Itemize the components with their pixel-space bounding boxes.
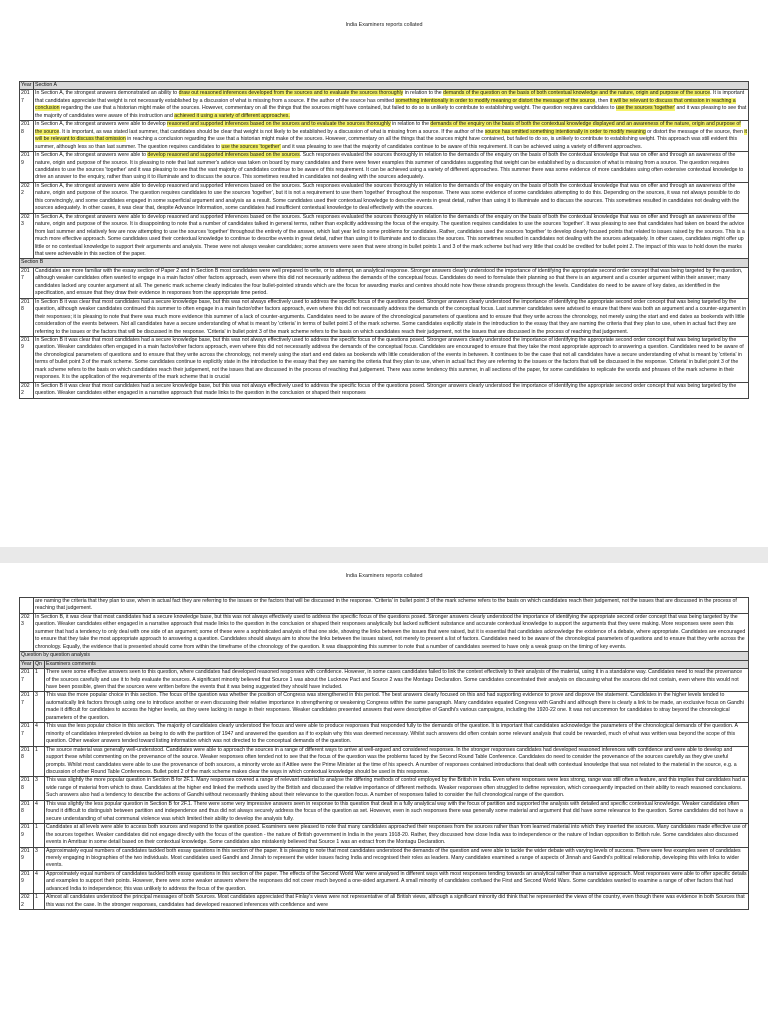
comment-cell <box>45 777 749 800</box>
year-text: 201 8 <box>21 777 30 791</box>
comment-text: In Section A, the strongest answers demonstrated an ability to draw out reasoned inferences developed from the sources and to evaluate the sources thoroughly in relation to the demands of the question on the basis of both contextual knowledge and the nature, origin and purpose of the source. It is important that candidates appreciate that weight is not necessarily established by a discussion of what is missing from a source. If the author of the source has omitted something intentionally in order to modify meaning or distort the message of the source, then it will be relevant to discuss that omission in reaching a conclusion regarding the use that a historian might make of the sources. However, commentary on all the things that the sources might have contained, but failed to do so is unlikely to contribute to establishing weight. The question requires candidates to use the sources 'together' and it was pleasing to see that the majority of candidates were aware of this instruction and achieved it using a variety of different approaches. <box>35 90 747 119</box>
table-row <box>20 182 749 213</box>
comment-cell <box>45 894 749 910</box>
table-row <box>20 824 749 847</box>
year-cell <box>20 182 34 213</box>
table-row <box>20 870 749 893</box>
section-row <box>20 259 749 267</box>
year-cell <box>20 777 34 800</box>
year-cell <box>20 152 34 183</box>
comment-text: In Section B, it was clear that most candidates had a secure knowledge base, but this was not always effectively used to address the specific focus of the questions posed. Stronger answers clearly understood the importance of identifying the appropriate second order concept that was being targeted by the question. Weaker candidates either engaged in a narrative approach that made links to the question in the conclusion or shaped their responses analytically but lacked sufficient substance and accurate contextual knowledge to support the arguments that they were making. More responses were seen this summer that had a tendency to only deal with one side of an argument; some of these were a sophisticated analysis of that one side, showing the links between the issues that were raised, but it is essential that candidates acknowledge the existence of a debate, where appropriate. Candidates are encouraged to ensure that they take the most appropriate approach to answering a question. Candidates should always aim to show the links between the issues raised, not merely to present a list of factors. Candidates need to be aware of the chronological parameters of questions and to ensure that they write across the chronology. Equally, the evidence that is presented should come from within the timeframe of the chronology of the question. It was disappointing this summer to note that a number of candidates seemed to have only a weak grasp on the timing of key events. <box>35 613 746 650</box>
question-cell: 3 <box>34 692 45 723</box>
year-cell <box>20 692 34 723</box>
comments-header: Examiners comments <box>45 660 749 668</box>
table-row <box>20 723 749 746</box>
table-row <box>20 613 749 651</box>
table-row <box>20 692 749 723</box>
comment-text: This was slightly the less popular question in Section B for 2F.1. There were some very impressive answers seen in response to this question that dealt in a fully analytical way with the focus of partition and supported the analysis with detailed and specific contextual knowledge. Weaker candidates often found it difficult to distinguish between partition and independence and thus did not always securely address the focus of the question as set. However, even in such responses there was generally some material and argument that did have some relevance to the question. Some candidates did not have a secure understanding of what communal violence was which limited their ability to develop the analysis fully. <box>46 800 743 822</box>
comment-text: This was the more popular choice in this section. The focus of the question was whether the position of Congress was strengthened in this period. The best answers clearly focused on this and had supporting evidence to prove and disprove the statement. Candidates in the higher levels tended to automatically link factors through using one to introduce another or even discussing their relative importance in strengthening or weakening Congress within the same paragraph. Many candidates equated Congress with Gandhi and although there is clearly a link to be made, an exclusive focus on Gandhi made it difficult for candidates to access the higher levels, as they were lacking in range in their responses. Weaker candidates presented answers that were descriptive of Gandhi's various campaigns, including the 1920-22 one. It was not uncommon for candidates to stray beyond the chronological parameters of the question. <box>46 692 744 721</box>
table-row <box>20 121 749 152</box>
comment-text: In Section B it was clear that most candidates had a secure knowledge base, but this was not always effectively used to address the specific focus of the questions posed. Stronger answers clearly understood the importance of identifying the appropriate second order concept that was being targeted by the question. Weaker candidates often engaged in a main factor/other factors approach, even where this did not necessarily address the demands of the conceptual focus. Candidates are encouraged to ensure that they take the most appropriate approach to answering a question. Candidates need to be aware of the chronological parameters of questions and to ensure that they write across the chronology, not merely using the start and end dates as bookends with little consideration of the events in between. It continues to be the case that not all candidates have a secure understanding of what is meant by 'criteria' in terms of bullet point 3 of the mark scheme. Some candidates continue to explicitly state in the introduction to the essay that they are naming the criteria that they plan to use, when in actual fact they are referring to the issues or the factors that will be discussed in the response. 'Criteria' in bullet point 3 of the mark scheme refers to the basis on which candidates reach their judgement, not the issues that are discussed in the process of reaching that judgement. There was some tendency this summer, in all sections of the paper, for some candidates to replicate the words and phrases of the mark scheme in their responses. It is the application of the requirements of the mark scheme that is crucial <box>35 336 744 381</box>
year-cell <box>20 90 34 121</box>
comment-cell <box>34 598 749 614</box>
comment-cell <box>45 723 749 746</box>
year-cell <box>20 723 34 746</box>
year-text: 202 2 <box>21 182 30 197</box>
question-header: Qn <box>34 660 45 668</box>
year-text: 201 7 <box>21 692 30 706</box>
year-text: 202 2 <box>21 382 30 397</box>
comment-cell <box>34 121 749 152</box>
year-text: 201 8 <box>21 746 30 761</box>
year-text: 201 9 <box>21 152 30 166</box>
comment-cell <box>34 336 749 382</box>
year-text: 201 8 <box>21 800 30 815</box>
table-row <box>20 267 749 298</box>
comment-cell <box>34 152 749 183</box>
year-text: 201 7 <box>21 90 30 104</box>
comment-cell <box>34 182 749 213</box>
examiner-reports-table <box>19 81 749 399</box>
comment-cell <box>45 870 749 893</box>
year-text: 201 9 <box>21 336 30 351</box>
year-cell <box>20 800 34 823</box>
year-cell <box>20 382 34 398</box>
year-text: 201 8 <box>21 298 30 313</box>
year-cell <box>20 213 34 259</box>
comment-text: In Section A, the strongest answers were able to develop reasoned and supported inferences based on the sources. Such responses evaluated the sources thoroughly in relation to the demands of the enquiry on the basis of both the contextual knowledge that was on offer and through an awareness of the nature, origin and purpose of the source. It is pleasing to note that last summer's advice was taken on board by many candidates and there were fewer examples this summer of candidates suggesting that weight can be established by a discussion of what is missing from a source. The question requires candidates to use the sources 'together' and it was pleasing to see that the vast majority of candidates continue to be aware of this requirement. It can be achieved using a variety of different approaches. This summer there was some evidence of more candidates using often extensive contextual knowledge to drive an answer to the enquiry, rather than using it to illuminate and to discuss the source. This sometimes resulted in candidates not dealing with the sources adequately. <box>35 152 744 181</box>
question-cell: 4 <box>34 723 45 746</box>
question-cell: 1 <box>34 894 45 910</box>
comment-cell <box>34 90 749 121</box>
comment-text: This was the less popular choice in this section. The majority of candidates clearly understood the focus and were able to produce responses that responded fully to the demands of the question. It is important that candidates acknowledge the parameters of the chronological demands of the question. A minority of candidates interpreted division as being to do with the partition of 1947 and answered the question as if to explain why this was deemed necessary. Whilst such answers did often contain some relevant analysis that could be rewarded, much of what was written was beyond the scope of this question. Other weaker answers tended toward listing information which was not directed to the conceptual demands of the question. <box>46 723 738 745</box>
comment-text: The source material was generally well-understood. Candidates were able to approach the sources in a range of different ways to arrive at well-argued and considered responses. In the stronger responses candidates had developed reasoned inferences with confidence and were able to develop and support these whilst commenting on the provenance of the source. Weaker responses often tended not to see that the focus of the question was the problems faced by the Second Round Table Conference. Candidates do need to consider the provenance of the sources carefully as they give useful prompts. Whilst most candidates were able to use the provenance of both sources, a minority wrote as if Attlee were the Prime Minister at the time of his speech. A number of responses contained introductions that dealt with contextual knowledge that was not related to the material in the source, e.g. a discussion of other Round Table Conferences. Bullet point 2 of the mark scheme makes clear the ways in which contextual knowledge should be used in this response. <box>46 746 737 775</box>
table-row <box>20 598 749 614</box>
comment-text: There were some effective answers seen to this question, where candidates had developed reasoned responses with confidence. However, in some cases candidates failed to link the context effectively to their analysis of the material, using it in a standalone way. Candidates need to read the provenance of the sources carefully and use it to help evaluate the sources. A significant minority believed that Source 1 was about the Lucknow Pact and Source 2 was the Montagu Declaration. Some candidates concentrated their analysis on discussing what the sources did not contain, even where this would not have been possible, given that the sources were written before the events that it was being suggested they should have included. <box>46 669 743 690</box>
table-row <box>20 847 749 870</box>
question-cell: 1 <box>34 669 45 692</box>
table-row <box>20 777 749 800</box>
section-title: Section B <box>20 259 749 267</box>
table-row <box>20 90 749 121</box>
comment-text: Almost all candidates understood the principal messages of both Sources. Most candidates appreciated that Finlay's views were not representative of all British views, although a significant minority did think that he represented the views of the country, even though there was evidence in both Sources that this was not the case. In the stronger responses, candidates had developed reasoned inferences with confidence and were <box>46 894 745 908</box>
comment-text: In Section B it was clear that most candidates had a secure knowledge base, but this was not always effectively used to address the specific focus of the questions posed. Stronger answers clearly understood the importance of identifying the appropriate second order concept that was being targeted by the question, although weaker candidates continued this summer to often engage in a main factor/other factors approach, even where this did not necessarily address the demands of the conceptual focus. Last summer candidates were advised to ensure that there was both an argument and a counter-argument in their responses; it is pleasing to note that there was much more evidence this summer of a lack of counter-arguments. Candidates need to be aware of the chronological parameters of questions and to ensure that they write across the chronology, not merely using the start and end dates as bookends with little consideration of the events between. Not all candidates have a secure understanding of what is meant by 'criteria' in terms of bullet point 3 of the mark scheme. Some candidates explicitly state in the introduction to the essay that they are naming the criteria that they plan to use, when in actual fact they are referring to the issues or the factors that will be discussed in the response. 'Criteria' in bullet point 3 of the mark scheme refers to the basis on which candidates reach their judgement, not the issues that are discussed in the process of reaching that judgement. <box>35 298 747 335</box>
table-row <box>20 336 749 382</box>
table-row <box>20 382 749 398</box>
year-header: Year <box>20 660 34 668</box>
table-row <box>20 894 749 910</box>
year-text: 201 9 <box>21 824 30 838</box>
comment-text: This was slightly the more popular question in Section B for 2F.1. Many responses covered a range of relevant material to analyse the differing methods of control employed by the British in India. Even where responses were less strong, range was still often a feature, and this implies that candidates had a wide range of material from which to draw. Candidates at the higher end linked the methods used by the British and discussed the relative importance of different methods. Weaker responses often struggled to define repression, which consequently impacted on their ability to reach reasoned conclusions. Such answers also had a tendency to describe the actions of Gandhi without necessarily thinking about their relevance to the question focus. A number of responses failed to consider the full chronological range of the question. <box>46 777 746 799</box>
question-cell: 1 <box>34 824 45 847</box>
comment-cell <box>45 800 749 823</box>
year-cell <box>20 598 34 614</box>
question-cell: 4 <box>34 800 45 823</box>
comment-cell <box>45 692 749 723</box>
comment-text: In Section A, the strongest answers were able to develop reasoned and supported inferences based on the sources and to evaluate the sources thoroughly in relation to the demands of the enquiry on the basis of both the contextual knowledge displayed and an awareness of the nature, origin and purpose of the source. It is important, as was stated last summer, that candidates should be clear that weight is not likely to be established by a discussion of what is missing from a source. If the author of the source has omitted something intentionally in order to modify meaning or distort the message of the source, then it will be relevant to discuss that omission in reaching a conclusion regarding the use that a historian might make of the sources. However, commentary on all the things that the sources might have contained, but failed to do so, is unlikely to contribute to establishing weight. This approach was still evident this summer, although less so than last summer. The question requires candidates to use the sources 'together' and it was pleasing to see that the majority of candidates continue to be aware of this requirement. It can be achieved using a variety of different approaches. <box>35 121 747 150</box>
comment-cell <box>34 382 749 398</box>
year-cell <box>20 613 34 651</box>
year-cell <box>20 336 34 382</box>
comment-text: In Section A, the strongest answers were able to develop reasoned and supported inferences based on the sources. Such responses evaluated the sources thoroughly in relation to the demands of the enquiry on the basis of both the contextual knowledge that was on offer and through an awareness of the nature, origin and purpose of the source. The question requires candidates to use the sources 'together', but it is not a requirement to use them 'together' throughout the response. There was some evidence of some candidates attempting to do this. Depending on the sources, it was not always possible to do this convincingly, and some candidates engaged in some superficial argument and analysis as a result. Some candidates used their contextual knowledge to describe events in great detail, rather than using it to illuminate and to discuss the sources. This sometimes resulted in candidates not dealing with the sources adequately. In other cases, it was clear that, despite Advance Information, some candidates had insufficient contextual knowledge to deal effectively with the sources. <box>35 182 740 212</box>
comment-text: Candidates at all levels were able to access both sources and respond to the question posed. Examiners were pleased to note that many candidates approached their responses from the sources rather than from learned material into which they inserted the sources. Many candidates made effective use of the sources together. Weaker candidates did not engage directly with the focus of the question - the nature of British government in India in the years 1918-20. Rather, they discussed how close India was to independence or the nature of Indian opposition to British rule. Some candidates also discussed events in Amritsar in some detail based on their contextual knowledge. Some candidates also mistakenly believed that Source 1 was an extract from the Montagu Declaration. <box>46 824 747 846</box>
table-row <box>20 669 749 692</box>
year-cell <box>20 824 34 847</box>
year-text: 201 9 <box>21 847 30 861</box>
year-cell <box>20 669 34 692</box>
question-cell: 4 <box>34 870 45 893</box>
table-row <box>20 213 749 259</box>
comment-cell <box>34 213 749 259</box>
year-text: 201 8 <box>21 121 30 135</box>
year-text: 201 7 <box>21 267 30 282</box>
comment-text: In Section B it was clear that most candidates had a secure knowledge base, but this was not always effectively used to address the specific focus of the questions posed. Stronger answers clearly understood the importance of identifying the appropriate second order concept that was being targeted by the question. Weaker candidates either engaged in a narrative approach that made links to the question in the conclusion or shaped their responses <box>35 382 737 397</box>
question-cell: 1 <box>34 746 45 777</box>
year-cell <box>20 267 34 298</box>
year-cell <box>20 870 34 893</box>
year-cell <box>20 298 34 336</box>
comment-text: Candidates are more familiar with the essay section of Paper 2 and in Section B most candidates were well prepared to write, or to attempt, an analytical response. Stronger answers clearly understood the importance of identifying the appropriate second order concept that was being targeted by the question, although weaker candidates often wanted to engage in a main factor/ other factors approach, even where this did not necessarily address the demands of the conceptual focus. Candidates do need to formulate their planning so that there is an argument and a counter argument within their answer; many candidates lacked any counter argument at all. The generic mark scheme clearly indicates the four bullet-pointed strands which are the focus for awarding marks and centres should note how these strands progress through the levels. Candidates do need to be aware of key dates, as identified in the specification, and ensure that they draw their evidence in responses from the appropriate time period. <box>35 267 743 297</box>
comment-text: Approximately equal numbers of candidates tackled both essay questions in this section of the paper. It is pleasing to note that most candidates understood the demands of the question and were able to tackle the wider debate with varying levels of success. There were few examples seen of candidates merely engaging in biographies of the two individuals. Most candidates used Gandhi and Jinnah to represent the wider issues facing India and recognised their roles as leaders. Many candidates examined a range of aspects of Jinnah and Gandhi's political relationship, developing this with links to wider events. <box>46 847 741 869</box>
section-row <box>20 652 749 660</box>
page-header: India Examiners reports collated <box>345 573 423 579</box>
year-header: Year <box>20 82 34 90</box>
comment-cell <box>34 267 749 298</box>
table-row <box>20 746 749 777</box>
year-cell <box>20 847 34 870</box>
examiner-reports-table-continued <box>19 597 749 910</box>
year-text: 202 3 <box>21 213 30 228</box>
column-header-row <box>20 660 749 668</box>
year-cell <box>20 746 34 777</box>
year-text: 201 7 <box>21 669 30 683</box>
comment-cell <box>45 847 749 870</box>
comment-text: In Section A, the strongest answers were able to develop reasoned and supported inferences based on the sources. Such responses evaluated the sources thoroughly in relation to the demands of the enquiry on the basis of both the contextual knowledge that was on offer and through an awareness of the nature, origin and purpose of the source. It is disappointing to note that a number of candidates talked in general terms, rather than explicitly addressing the focus of the enquiry. The question requires candidates to use the sources 'together'. It was pleasing to see that candidates had taken on board the advice from last summer and relatively few are now attempting to use the sources 'together' throughout the entirety of the answer, which last year led to some problems for candidates. Rather, candidates used the sources 'together' to develop clearly focused points that related to issues raised by the sources. This is a much more effective approach. Some candidates used their contextual knowledge to continue to describe events in great detail, rather than using it to illuminate and to discuss the sources. This sometimes resulted in candidates not dealing with the sources adequately. In other cases, candidates might offer up little or no contextual knowledge to support their arguments and analysis. These were not always weaker candidates; some answers were seen that were strong in bullet points 1 and 3 of the mark scheme but had very little that could be credited for bullet point 2. The impact of this was to hold down the marks that were achievable in this section of the paper. <box>35 213 745 257</box>
document-page-2 <box>0 563 768 1024</box>
section-title: Section A <box>34 82 749 90</box>
table-row <box>20 298 749 336</box>
year-text: 201 7 <box>21 723 30 737</box>
comment-cell <box>34 298 749 336</box>
year-cell <box>20 121 34 152</box>
section-title: Question by question analysis <box>20 652 749 660</box>
comment-cell <box>45 669 749 692</box>
year-text: 202 2 <box>21 894 30 908</box>
table-row <box>20 152 749 183</box>
section-row <box>20 82 749 90</box>
comment-text: Approximately equal numbers of candidates tackled both essay questions in this section of the paper. The effects of the Second World War were analysed in different ways with most responses tending towards an analytical rather than a narrative approach. Most responses were able to offer specific details and examples to support their points. However, there were some weaker answers where the responses did not cover much beyond a one-sided argument. A small minority of candidates confused the First and Second World Wars. Some candidates wanted to examine a range of other factors that had advanced India to independence; this was unlikely to address the focus of the question. <box>46 870 747 892</box>
year-text: 201 9 <box>21 870 30 885</box>
comment-cell <box>34 613 749 651</box>
comment-cell <box>45 824 749 847</box>
question-cell: 3 <box>34 777 45 800</box>
year-text: 202 3 <box>21 613 30 628</box>
question-cell: 3 <box>34 847 45 870</box>
year-cell <box>20 894 34 910</box>
page-header: India Examiners reports collated <box>345 22 423 28</box>
comment-cell <box>45 746 749 777</box>
comment-text: are naming the criteria that they plan to use, when in actual fact they are referring to the issues or the factors that will be discussed in the response. 'Criteria' in bullet point 3 of the mark scheme refers to the basis on which candidates reach their judgement, not the issues that are discussed in the process of reaching that judgement. <box>35 598 737 612</box>
table-row <box>20 800 749 823</box>
